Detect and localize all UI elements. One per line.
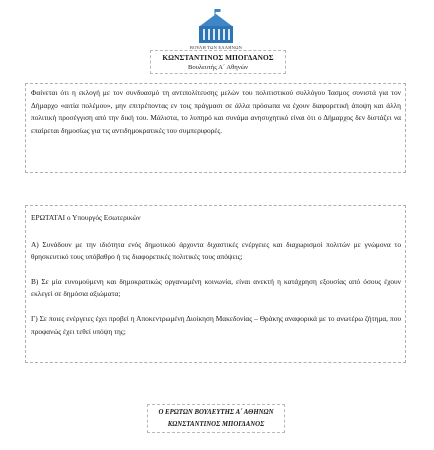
mp-role: Βουλευτής Α΄ Αθηνών: [187, 64, 249, 71]
signature-name: ΚΩΝΣΤΑΝΤΙΝΟΣ ΜΠΟΓΔΑΝΟΣ: [167, 420, 265, 428]
signature-title: Ο ΕΡΩΤΩΝ ΒΟΥΛΕΥΤΗΣ Α΄ ΑΘΗΝΩΝ: [158, 409, 274, 416]
question-c: Γ) Σε ποιες ενέργειες έχει προβεί η Αποκεντρωμένη Διοίκηση Μακεδονίας – Θράκης αναφορικά με το ανωτέρω ζήτημα, που προφανώς έχει τεθεί υπόψη της;: [31, 313, 401, 336]
logo-caption: ΒΟΥΛΗ ΤΩΝ ΕΛΛΗΝΩΝ: [189, 45, 243, 50]
header-box: [150, 50, 286, 74]
parliament-logo: [196, 8, 236, 46]
question-b: Β) Σε μία ευνομούμενη και δημοκρατικώς οργανωμένη κοινωνία, είναι ανεκτή η κατάχρηση εξουσίας από όσους έχουν εκλεγεί σε δημόσια αξιώματα;: [31, 276, 401, 299]
questions-heading: ΕΡΩΤΑΤΑΙ ο Υπουργός Εσωτερικών: [31, 213, 141, 222]
mp-name: ΚΩΝΣΤΑΝΤΙΝΟΣ ΜΠΟΓΔΑΝΟΣ: [162, 53, 274, 62]
questions-box: [25, 205, 406, 363]
intro-paragraph: Φαίνεται ότι η εκλογή με τον συνδυασμό τη αντιπολίτευσης μελών του πολιτιστικού συλλόγου Ίασμος συνιστά για τον Δήμαρχο «αιτία πολέμου», μην επιτρέποντας εν τοις πράγμασι σε άλλα πρόσωπα να έχουν διαφορετική άποψη και άλλη πολιτική προσέγγιση από την δική του. Μάλιστα, το λυπηρό και συνάμα ανησυχητικό είναι ότι ο Δήμαρχος δεν διστάζει να επαίρεται δημοσίως για τις αντιδημοκρατικές του συμπεριφορές.: [25, 83, 406, 173]
question-a: Α) Συνάδουν με την ιδιότητα ενός δημοτικού άρχοντα διχαστικές ενέργειες και διαχωρισμοί πολιτών με γνώμονα το θρησκευτικό τους υπόβαθρο ή τις διαφορετικές πολιτικές τους απόψεις;: [31, 239, 401, 262]
signature-box: [147, 404, 285, 433]
